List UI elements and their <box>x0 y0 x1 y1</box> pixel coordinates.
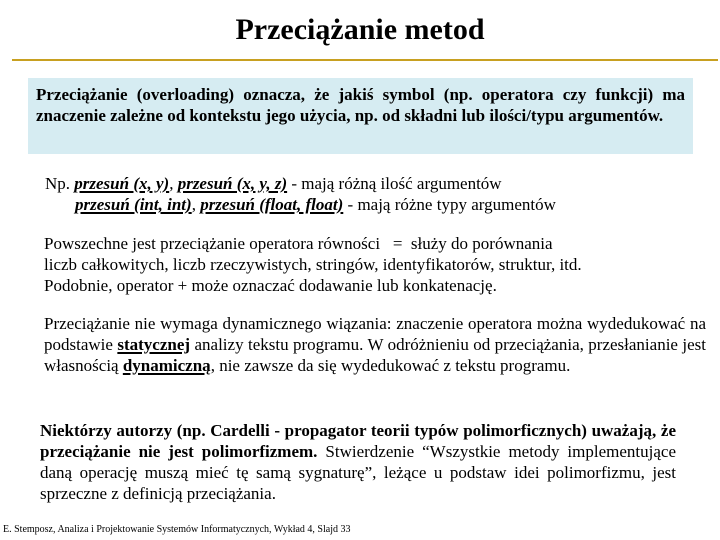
paragraph-line: Podobnie, operator + może oznaczać dodawanie lub konkatenację. <box>44 276 497 295</box>
paragraph-line: Powszechne jest przeciążanie operatora równości = służy do porównania <box>44 234 553 253</box>
example-term: przesuń (x, y) <box>74 174 170 193</box>
paragraph-equality-operator <box>44 233 684 296</box>
paragraph-text: Stwierdzenie “Wszystkie metody implementujące daną operację muszą mieć tę samą sygnaturę”, leżące u podstaw idei polimorfizmu, jest sprzeczne z definicją przeciążania. <box>40 442 676 503</box>
title-divider <box>12 59 718 61</box>
example-term: przesuń (x, y, z) <box>177 174 288 193</box>
paragraph-line: liczb całkowitych, liczb rzeczywistych, stringów, identyfikatorów, struktur, itd. <box>44 255 582 274</box>
example-term: przesuń (int, int) <box>75 195 192 214</box>
example-description: - mają różne typy argumentów <box>343 195 556 214</box>
example-separator: , <box>169 174 178 193</box>
definition-box <box>28 78 693 154</box>
example-line-argument-types <box>75 194 556 215</box>
paragraph-text: analizy tekstu programu. W odróżnieniu od przeciążania, przesłanianie jest własnością <box>44 335 706 375</box>
paragraph-static-vs-dynamic <box>44 313 706 376</box>
emphasis-dynamic: dynamiczną <box>122 356 211 375</box>
example-separator: , <box>191 195 201 214</box>
slide-title: Przeciążanie metod <box>235 13 485 46</box>
example-line-argument-count <box>45 173 502 194</box>
paragraph-text: Przeciążanie nie wymaga dynamicznego wiązania: znaczenie operatora można wydedukować na podstawie <box>44 314 706 354</box>
emphasis-static: statycznej <box>117 335 191 354</box>
paragraph-bold-statement: Niektórzy autorzy (np. Cardelli - propagator teorii typów polimorficznych) uważają, że przeciążanie nie jest polimorfizmem. <box>40 421 676 461</box>
definition-text: Przeciążanie (overloading) oznacza, że jakiś symbol (np. operatora czy funkcji) ma znaczenie zależne od kontekstu jego użycia, np. od składni lub ilości/typu argumentów. <box>36 85 685 125</box>
example-description: - mają różną ilość argumentów <box>287 174 502 193</box>
paragraph-cardelli <box>40 420 676 504</box>
slide-footer: E. Stemposz, Analiza i Projektowanie Systemów Informatycznych, Wykład 4, Slajd 33 <box>3 524 351 535</box>
paragraph-text: , nie zawsze da się wydedukować z tekstu programu. <box>210 356 571 375</box>
example-term: przesuń (float, float) <box>200 195 344 214</box>
example-prefix: Np. <box>45 174 75 193</box>
